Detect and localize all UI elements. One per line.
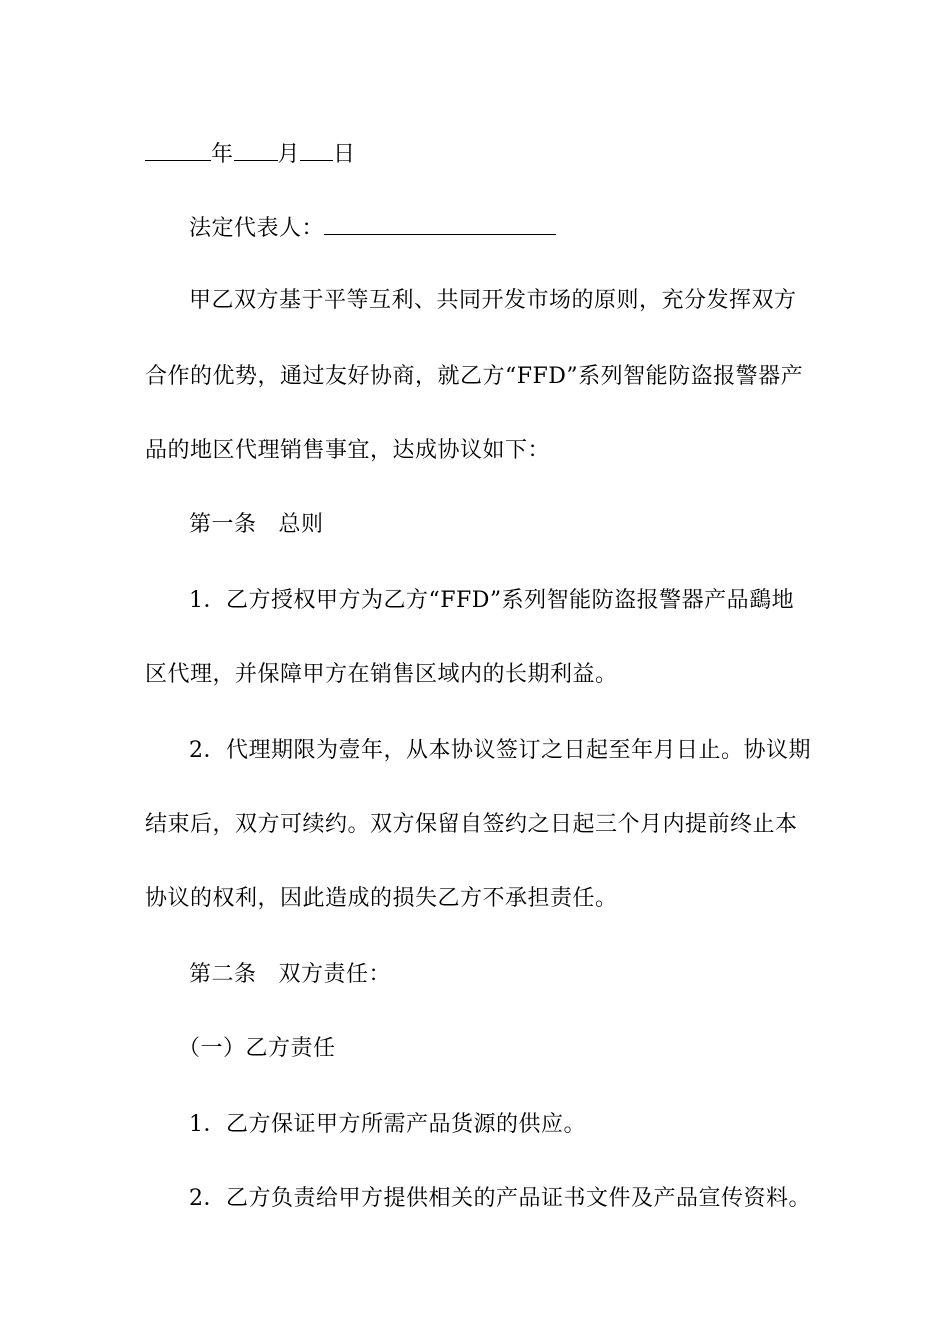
article-2-heading (189, 960, 815, 990)
legal-rep-line (189, 212, 815, 242)
legal-rep-blank (324, 212, 556, 235)
intro-line-1: 甲乙双方基于平等互利、共同开发市场的原则，充分发挥双方 (189, 288, 797, 313)
year-blank (145, 138, 211, 161)
article-2-number: 第二条 (189, 962, 257, 987)
article-2-title: 双方责任： (278, 962, 392, 987)
section-a-item-1: 1．乙方保证甲方所需产品货源的供应。 (189, 1112, 586, 1137)
section-a-heading: （一）乙方责任 (178, 1036, 336, 1061)
article-1-number: 第一条 (189, 512, 257, 537)
article-1-heading (189, 510, 815, 540)
clause-2-line-3: 协议的权利，因此造成的损失乙方不承担责任。 (145, 886, 618, 911)
legal-rep-label: 法定代表人： (189, 216, 325, 241)
section-a-item-2: 2．乙方负责给甲方提供相关的产品证书文件及产品宣传资料。 (189, 1186, 811, 1211)
clause-2-line-1: 2．代理期限为壹年，从本协议签订之日起至年月日止。协议期 (189, 738, 811, 763)
clause-2-line-2: 结束后，双方可续约。双方保留自签约之日起三个月内提前终止本 (145, 812, 798, 837)
year-label: 年 (211, 142, 234, 167)
day-label: 日 (333, 142, 356, 167)
intro-line-2: 合作的优势，通过友好协商，就乙方“FFD”系列智能防盗报警器产 (145, 364, 804, 389)
date-line (145, 138, 815, 168)
day-blank (300, 138, 333, 161)
clause-1-line-2: 区代理，并保障甲方在销售区域内的长期利益。 (145, 662, 618, 687)
month-label: 月 (277, 142, 301, 167)
article-1-title: 总则 (278, 512, 324, 537)
intro-line-3: 品的地区代理销售事宜，达成协议如下： (145, 438, 551, 463)
clause-1-line-1: 1．乙方授权甲方为乙方“FFD”系列智能防盗报警器产品鷂地 (189, 588, 795, 613)
month-blank (234, 138, 278, 161)
